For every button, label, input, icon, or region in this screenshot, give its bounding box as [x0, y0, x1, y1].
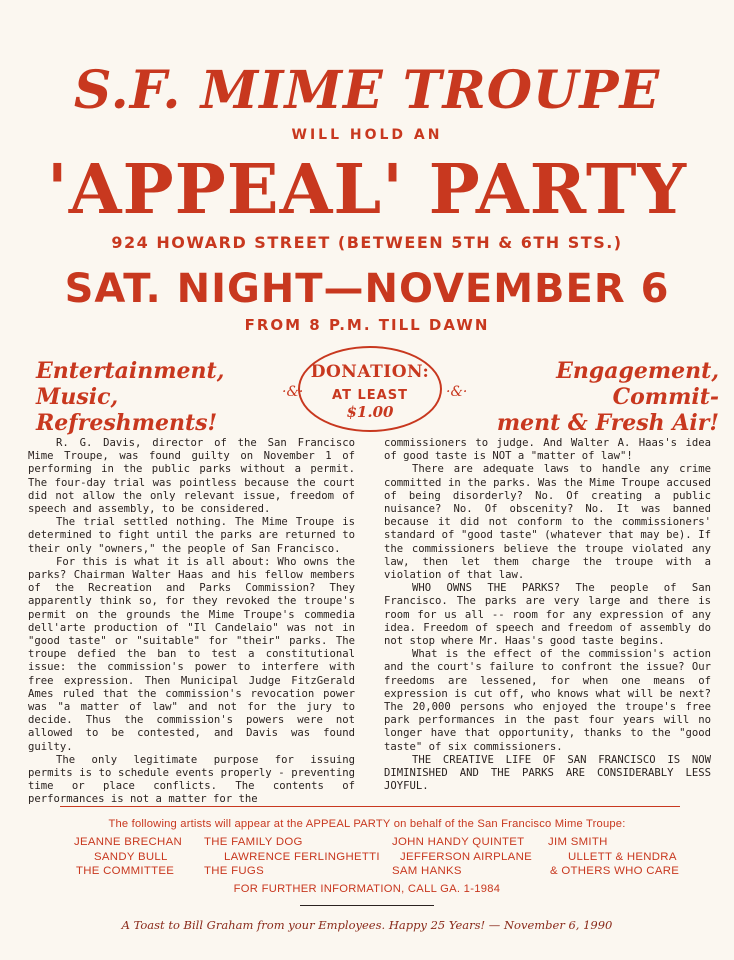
article-paragraph: THE CREATIVE LIFE OF SAN FRANCISCO IS NOW DIMINISHED AND THE PARKS ARE CONSIDERABLY LESS JOYFUL. — [384, 753, 711, 793]
article-column-right — [384, 437, 711, 793]
article-paragraph: What is the effect of the commission's action and the court's failure to confront the issue? Our freedoms are lessened, for when one means of expression is cut off, who knows what will be next? The 20,000 persons who enjoyed the troupe's free park performances in the past four years will no longer have that opportunity, thanks to the "good taste" of six commissioners. — [384, 648, 711, 753]
artist-name: SAM HANKS — [392, 865, 462, 877]
artist-name: JOHN HANDY QUINTET — [392, 836, 525, 848]
artist-name: JEANNE BRECHAN — [74, 836, 183, 848]
artist-name: SANDY BULL — [94, 851, 168, 863]
artist-name: THE FAMILY DOG — [204, 836, 303, 848]
event-address: 924 HOWARD STREET (BETWEEN 5TH & 6TH STS.) — [111, 233, 623, 252]
article-paragraph: There are adequate laws to handle any crime committed in the parks. Was the Mime Troupe accused of being disorderly? No. Of creating a public nuisance? No. Of obscenity? No. It was banned because it did not conform to the commissioners' standard of "good taste" (whatever that may be). If the commissioners believe the troupe violated any law, then let them charge the troupe with a violation of that law. — [384, 463, 711, 582]
ornament-left: ·&· — [282, 384, 304, 400]
contact-info: FOR FURTHER INFORMATION, CALL GA. 1-1984 — [233, 883, 501, 895]
section-divider — [60, 806, 680, 807]
donation-at-least: AT LEAST — [332, 388, 408, 403]
footer-divider — [300, 905, 434, 906]
toast-caption: A Toast to Bill Graham from your Employees. Happy 25 Years! — November 6, 1990 — [121, 918, 613, 932]
artist-name: JEFFERSON AIRPLANE — [400, 851, 532, 863]
artist-name: THE COMMITTEE — [76, 865, 175, 877]
donation-label: DONATION: — [310, 362, 430, 382]
will-hold-text: WILL HOLD AN — [291, 127, 443, 143]
artists-intro: The following artists will appear at the APPEAL PARTY on behalf of the San Francisco Mime Troupe: — [108, 818, 626, 830]
ornament-right: ·&· — [446, 384, 468, 400]
article-paragraph: The trial settled nothing. The Mime Troupe is determined to fight until the parks are returned to their only "owners," the people of San Francisco. — [28, 516, 355, 555]
donation-badge — [298, 346, 442, 432]
article-paragraph: The only legitimate purpose for issuing permits is to schedule events properly - preventing time or place conflicts. The contents of performances is not a matter for the — [28, 753, 355, 806]
left-blurb-line1: Entertainment, Music, — [36, 358, 225, 410]
artist-name: ULLETT & HENDRA — [568, 851, 677, 863]
article-paragraph: WHO OWNS THE PARKS? The people of San Francisco. The parks are very large and there is room for us all -- room for any expression of any idea. Freedom of speech and freedom of assembly do not stop where Mr. Haas's good taste begins. — [384, 582, 711, 648]
right-blurb — [474, 358, 719, 436]
artist-name: JIM SMITH — [548, 836, 608, 848]
troupe-title: S.F. MIME TROUPE — [73, 60, 661, 121]
right-blurb-line1: Engagement, Commit- — [556, 358, 719, 410]
artist-name: & OTHERS WHO CARE — [550, 865, 680, 877]
article-column-left — [28, 437, 355, 807]
event-title: 'APPEAL' PARTY — [46, 150, 688, 230]
article-paragraph: R. G. Davis, director of the San Francisco Mime Troupe, was found guilty on November 1 of performing in the public parks without a permit. The four-day trial was pointless because the court did not allow the only relevant issue, freedom of speech and assembly, to be considered. — [28, 437, 355, 516]
artist-name: LAWRENCE FERLINGHETTI — [224, 851, 380, 863]
left-blurb — [36, 358, 281, 436]
donation-amount: $1.00 — [346, 403, 394, 421]
article-paragraph: commissioners to judge. And Walter A. Haas's idea of good taste is NOT a "matter of law"! — [384, 437, 711, 463]
left-blurb-line2: Refreshments! — [36, 410, 218, 436]
right-blurb-line2: ment & Fresh Air! — [496, 410, 719, 436]
article-paragraph: For this is what it is all about: Who owns the parks? Chairman Walter Haas and his fellow members of the Recreation and Parks Commission? They apparently think so, for they revoked the troupe's permit on the grounds the Mime Troupe's commedia dell'arte production of "Il Candelaio" was not in "good taste" or "suitable" for "their" parks. The troupe defied the ban to test a constitutional issue: the commission's power to interfere with free expression. Then Municipal Judge FitzGerald Ames ruled that the commission's revocation power was "a matter of law" and not for the jury to decide. Thus the commission's powers were not allowed to be contested, and Davis was found guilty. — [28, 555, 355, 753]
event-time: FROM 8 P.M. TILL DAWN — [244, 316, 490, 334]
event-date: SAT. NIGHT—NOVEMBER 6 — [64, 266, 670, 312]
artist-name: THE FUGS — [204, 865, 264, 877]
